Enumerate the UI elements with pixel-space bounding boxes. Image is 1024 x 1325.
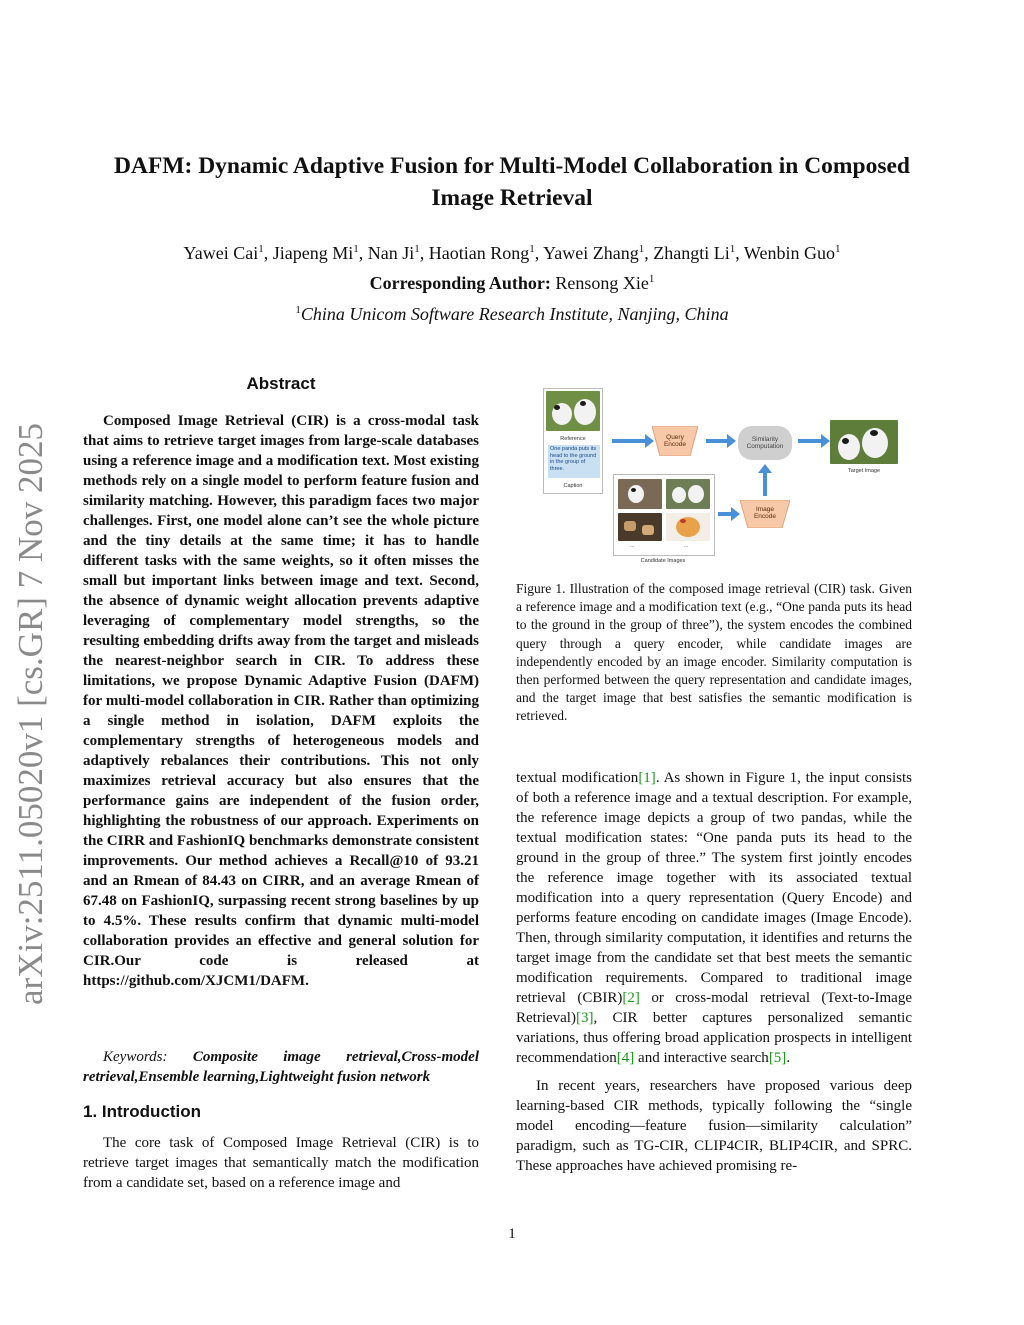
- arxiv-stamp: arXiv:2511.05020v1 [cs.GR] 7 Nov 2025: [11, 423, 50, 1005]
- citation-1[interactable]: [1]: [638, 770, 656, 786]
- text-run: textual modification: [516, 770, 639, 786]
- text-run: .: [786, 1050, 791, 1066]
- target-image: [830, 420, 898, 464]
- author-affiliation-mark: 1: [258, 243, 264, 255]
- arrow-enc-to-sim: [763, 472, 767, 496]
- corresponding-label: Corresponding Author:: [369, 273, 551, 293]
- title-line-2: Image Retrieval: [431, 185, 593, 211]
- author-affiliation-mark: 1: [834, 243, 841, 255]
- reference-label: Reference: [560, 436, 586, 442]
- affiliation-mark: 1: [295, 304, 301, 316]
- text-run: or cross-modal retrieval (Text-to-Image Retrieval): [516, 990, 912, 1026]
- abstract-text: Composed Image Retrieval (CIR) is a cross-modal task that aims to retrieve target images from large-scale databases using a reference image and a modification text. Most existing methods rely on a single model to perform feature fusion and similarity matching. However, this paradigm faces two major challenges. First, one model alone can’t see the whole picture and the tiny details at the same time; it has to handle different tasks with the same weights, so it often misses the small but important links between image and text. Second, the absence of dynamic weight allocation prevents adaptive leveraging of complementary model strengths, so the resulting embedding drifts away from the target and misleads the nearest-neighbor search in CIR. To address these limitations, we propose Dynamic Adaptive Fusion (DAFM) for multi-model collaboration in CIR. Rather than optimizing a single method in isolation, DAFM exploits the complementary strengths of heterogeneous models and adaptively rebalances their contributions. This not only maximizes retrieval accuracy but also ensures that the performance gains are independent of the fusion order, highlighting the robustness of our approach. Experiments on the CIRR and FashionIQ benchmarks demonstrate consistent improvements. Our method achieves a Recall@10 of 93.21 and an Rmean of 84.43 on CIRR, and an average Rmean of 67.48 on FashionIQ, surpassing recent strong baselines by up to 4.5%. These results confirm that dynamic multi-model collaboration provides an effective and general solution for CIR.Our code is released at https://github.com/XJCM1/DAFM.: [83, 413, 479, 989]
- candidate-ellipsis-2: ...: [684, 543, 689, 549]
- candidate-box: [613, 474, 715, 556]
- intro-body: [83, 1133, 479, 1193]
- citation-3[interactable]: [3]: [575, 1010, 594, 1026]
- author-name: Jiapeng Mi: [272, 243, 354, 263]
- citation-2[interactable]: [2]: [622, 990, 640, 1006]
- image-encode-label: Image Encode: [753, 506, 777, 520]
- page-number: 1: [508, 1226, 516, 1242]
- figure-caption: Figure 1. Illustration of the composed image retrieval (CIR) task. Given a reference image and a modification text (e.g., “One panda puts its head to the ground in the group of three”), the system encodes the combined query through a query encoder, while candidate images are independently encoded by an image encoder. Similarity computation is then performed between the query representation and candidate images, and the target image that best satisfies the semantic modification is retrieved.: [516, 581, 912, 724]
- citation-5[interactable]: [5]: [768, 1050, 787, 1066]
- text-run: . As shown in Figure 1, the input consists of both a reference image and a textual description. For example, the reference image depicts a group of two pandas, while the textual modification states: “One panda puts its head to the ground in the group of three.” The system first jointly encodes the reference image together with its associated textual modification into a query representation (Query Encode) and performs feature encoding on candidate images (Image Encode). Then, through similarity computation, it identifies and returns the target image from the candidate set that best meets the semantic modification requirements. Compared to traditional image retrieval (CBIR): [516, 770, 913, 1006]
- figure-1: [540, 388, 910, 573]
- author-name: Nan Ji: [367, 243, 415, 263]
- candidate-label: Candidate Images: [640, 558, 686, 564]
- arrow-ref-to-query: [612, 439, 646, 443]
- author-name: Wenbin Guo: [743, 243, 835, 263]
- arrow-cand-to-enc: [718, 512, 732, 516]
- affiliation: [60, 302, 964, 326]
- author-name: Yawei Zhang: [543, 243, 639, 263]
- citation-4[interactable]: [4]: [616, 1050, 635, 1066]
- right-paragraph-1: [516, 768, 912, 1068]
- author-affiliation-mark: 1: [638, 243, 645, 255]
- reference-box: [543, 388, 603, 494]
- author-name: Haotian Rong: [428, 243, 530, 263]
- candidate-image-2: [666, 479, 710, 509]
- arrow-sim-to-target: [798, 439, 822, 443]
- candidate-image-1: [618, 479, 662, 509]
- reference-image: [546, 391, 600, 431]
- paper-title: [60, 150, 964, 214]
- abstract-body: [83, 411, 479, 991]
- author-affiliation-mark: 1: [529, 243, 535, 255]
- query-encode-label: Query Encode: [663, 434, 687, 448]
- candidate-ellipsis-1: ...: [630, 543, 635, 549]
- arrow-query-to-sim: [706, 439, 728, 443]
- corresponding-aff: 1: [648, 273, 655, 285]
- author-name: Zhangti Li: [653, 243, 730, 263]
- author-list: Yawei Cai$^1$, Jiapeng Mi$^1$, Nan Ji$^1$, Haotian Rong$^1$, Yawei Zhang$^1$, Zhangti Li$^1$, Wenbin Guo$^1$: [183, 243, 841, 263]
- keywords-text: Composite image retrieval,Cross-model retrieval,Ensemble learning,Lightweight fusion network: [83, 1049, 480, 1085]
- text-run: , CIR better captures personalized semantic variations, thus offering broad application prospects in intelligent recommendation: [516, 1010, 912, 1066]
- author-affiliation-mark: 1: [729, 243, 736, 255]
- author-affiliation-mark: 1: [414, 243, 420, 255]
- right-column-body: [516, 768, 912, 1184]
- author-name: Yawei Cai: [183, 243, 259, 263]
- right-paragraph-2: In recent years, researchers have proposed various deep learning-based CIR methods, typically following the “single model encoding—feature fusion—similarity calculation” paradigm, such as TG-CIR, CLIP4CIR, BLIP4CIR, and SPRC. These approaches have achieved promising re-: [516, 1078, 912, 1174]
- keywords-label: Keywords:: [103, 1049, 168, 1065]
- intro-paragraph: The core task of Composed Image Retrieval (CIR) is to retrieve target images that semantically match the modification from a candidate set, based on a reference image and: [83, 1135, 479, 1191]
- candidate-image-3: [618, 513, 662, 541]
- corresponding-name: Rensong Xie: [555, 273, 649, 293]
- intro-heading: 1. Introduction: [83, 1102, 202, 1121]
- keywords: [83, 1047, 479, 1087]
- caption-box: One panda puts its head to the ground in the group of three.: [548, 445, 600, 478]
- title-line-1: DAFM: Dynamic Adaptive Fusion for Multi-Model Collaboration in Composed: [114, 153, 910, 179]
- abstract-heading: Abstract: [246, 374, 316, 393]
- candidate-image-4: [666, 513, 710, 541]
- similarity-box: Similarity Computation: [738, 426, 792, 460]
- affiliation-text: China Unicom Software Research Institute, Nanjing, China: [300, 304, 729, 324]
- corresponding-author: [60, 271, 964, 295]
- text-run: and interactive search: [634, 1050, 769, 1066]
- author-affiliation-mark: 1: [353, 243, 359, 255]
- caption-label: Caption: [563, 483, 583, 489]
- target-label: Target Image: [847, 468, 881, 474]
